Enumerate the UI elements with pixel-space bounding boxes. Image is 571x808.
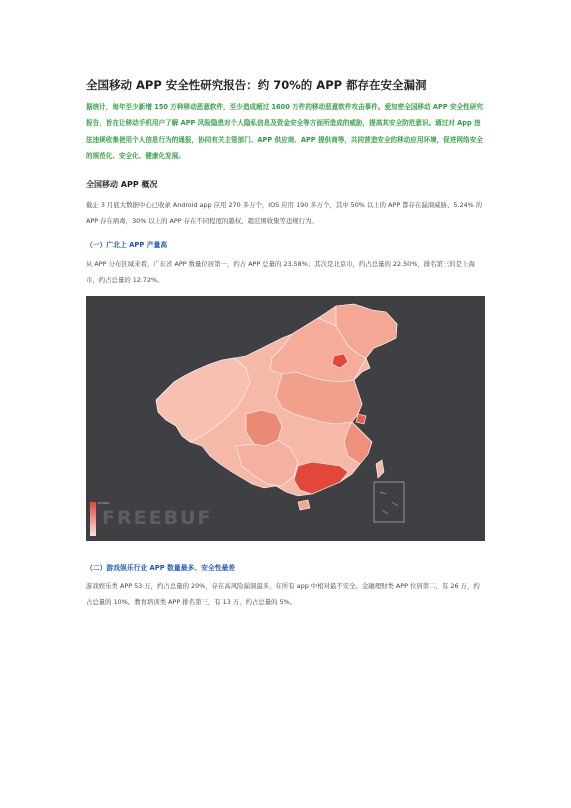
legend-color-bar — [90, 502, 96, 536]
hainan-region — [298, 500, 310, 510]
guangdong-region — [294, 462, 348, 494]
shanghai-region — [356, 414, 366, 424]
taiwan-region — [376, 460, 384, 478]
industry-paragraph: 游戏娱乐类 APP 53 万，约占总量的 20%，存在高风险漏洞最多，在所有 app 中相对最不安全。金融理财类 APP 位居第二，有 26 万，约占总量的 10%。教育培训类 APP 排名第三，有 13 万，约占总量的 5%。 — [86, 582, 480, 606]
subheading-industry: （二）游戏娱乐行业 APP 数量最多、安全性最差 — [86, 564, 236, 572]
south-sea-inset — [374, 482, 404, 522]
article-lead: 据统计，每年至少新增 150 万种移动恶意软件，至少造成超过 1600 万件的移动恶意软件攻击事件。爱加密全国移动 APP 安全性研究报告，旨在让移动手机用户了解 APP 风险隐患对个人隐私信息及资金安全等方面所造成的威胁，提高其安全防范意识。通过对 App 违法违规收集使用个人信息行为的通报，协同有关主管部门、APP 供应商、APP 提供商等，共同营造安全的移动应用环境，促进网络安全的规范化、安全化、健康化发展。 — [86, 103, 483, 161]
section-title: 全国移动 APP 概况 — [86, 180, 158, 189]
watermark: FREEBUF — [102, 507, 213, 529]
map-graphic — [86, 296, 485, 541]
legend-max-label: 23.58% — [98, 501, 110, 505]
region-paragraph: 从 APP 分布区域来看，广东省 APP 数量位居第一，约占 APP 总量的 23.58%；其次是北京市，约占总量的 22.50%，排名第三的是上海市，约占总量的 12.72%。 — [86, 260, 475, 284]
article-title: 全国移动 APP 安全性研究报告：约 70%的 APP 都存在安全漏洞 — [86, 78, 427, 92]
section-paragraph: 截止 3 月底大数据中心已收录 Android app 应用 270 多万个，IOS 应用 190 多万个，其中 50% 以上的 APP 都存在漏洞威胁、5.24% 的 APP 存在病毒，30% 以上的 APP 存在不同程度的越权、超范围收集等违规行为。 — [86, 201, 483, 225]
china-app-distribution-map — [86, 296, 485, 541]
subheading-region: （一）广北上 APP 产量高 — [86, 241, 168, 249]
